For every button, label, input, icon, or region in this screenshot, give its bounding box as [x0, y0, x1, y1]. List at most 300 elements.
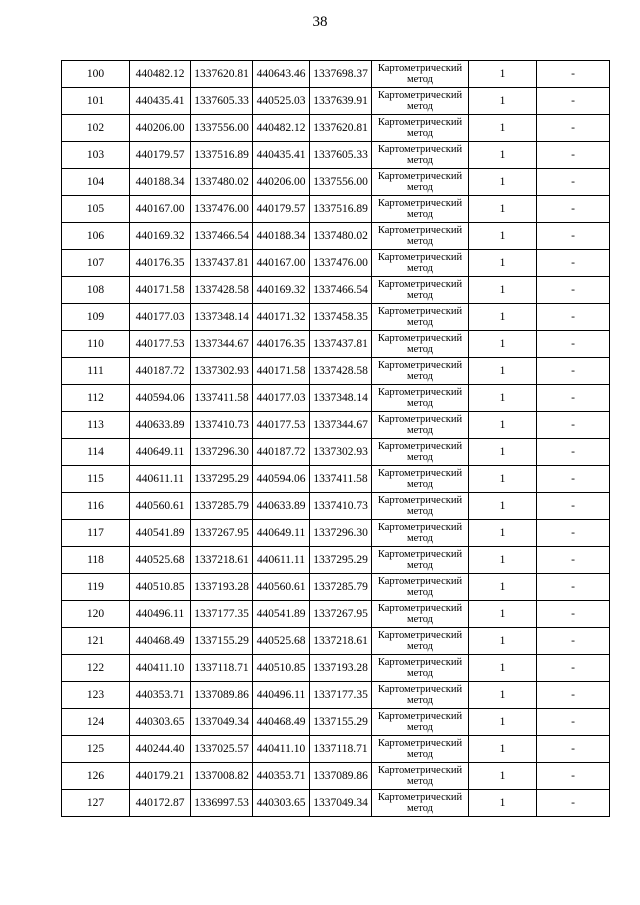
method-line-1: Картометрический: [377, 90, 463, 101]
description-cell: -: [537, 223, 610, 250]
x-start-cell: 440167.00: [130, 196, 191, 223]
description-cell: -: [537, 412, 610, 439]
y-start-cell: 1337516.89: [191, 142, 253, 169]
x-start-cell: 440560.61: [130, 493, 191, 520]
x-start-cell: 440541.89: [130, 520, 191, 547]
method-line-1: Картометрический: [377, 657, 463, 668]
accuracy-cell: 1: [469, 412, 537, 439]
x-start-cell: 440353.71: [130, 682, 191, 709]
accuracy-cell: 1: [469, 331, 537, 358]
table-row: [62, 142, 610, 169]
y-start-cell: 1337344.67: [191, 331, 253, 358]
x-end-cell: 440468.49: [253, 709, 310, 736]
x-end-cell: 440560.61: [253, 574, 310, 601]
method-line-1: Картометрический: [377, 441, 463, 452]
y-start-cell: 1337411.58: [191, 385, 253, 412]
method-line-1: Картометрический: [377, 603, 463, 614]
description-cell: -: [537, 547, 610, 574]
method-line-1: Картометрический: [377, 522, 463, 533]
description-cell: -: [537, 709, 610, 736]
y-start-cell: 1337428.58: [191, 277, 253, 304]
x-end-cell: 440353.71: [253, 763, 310, 790]
accuracy-cell: 1: [469, 763, 537, 790]
point-number-cell: 109: [62, 304, 130, 331]
x-end-cell: 440611.11: [253, 547, 310, 574]
method-line-1: Картометрический: [377, 387, 463, 398]
method-cell: [372, 142, 469, 169]
method-line-1: Картометрический: [377, 333, 463, 344]
coordinates-table-body: [62, 61, 610, 817]
table-row: [62, 574, 610, 601]
table-row: [62, 169, 610, 196]
accuracy-cell: 1: [469, 601, 537, 628]
y-end-cell: 1337049.34: [310, 790, 372, 817]
method-line-2: метод: [406, 641, 434, 652]
table-row: [62, 520, 610, 547]
y-start-cell: 1337620.81: [191, 61, 253, 88]
method-line-1: Картометрический: [377, 414, 463, 425]
point-number-cell: 102: [62, 115, 130, 142]
table-row: [62, 439, 610, 466]
method-line-2: метод: [406, 263, 434, 274]
point-number-cell: 120: [62, 601, 130, 628]
table-row: [62, 790, 610, 817]
description-cell: -: [537, 655, 610, 682]
method-cell: [372, 223, 469, 250]
y-end-cell: 1337410.73: [310, 493, 372, 520]
description-cell: -: [537, 331, 610, 358]
method-cell: [372, 682, 469, 709]
x-start-cell: 440179.21: [130, 763, 191, 790]
method-line-1: Картометрический: [377, 171, 463, 182]
method-line-2: метод: [406, 317, 434, 328]
table-row: [62, 358, 610, 385]
x-end-cell: 440649.11: [253, 520, 310, 547]
method-line-1: Картометрический: [377, 549, 463, 560]
x-end-cell: 440169.32: [253, 277, 310, 304]
x-end-cell: 440411.10: [253, 736, 310, 763]
point-number-cell: 110: [62, 331, 130, 358]
description-cell: -: [537, 196, 610, 223]
x-start-cell: 440468.49: [130, 628, 191, 655]
method-line-2: метод: [406, 74, 434, 85]
y-end-cell: 1337437.81: [310, 331, 372, 358]
y-end-cell: 1337344.67: [310, 412, 372, 439]
y-end-cell: 1337466.54: [310, 277, 372, 304]
method-cell: [372, 304, 469, 331]
description-cell: -: [537, 250, 610, 277]
method-line-1: Картометрический: [377, 117, 463, 128]
description-cell: -: [537, 142, 610, 169]
method-cell: [372, 736, 469, 763]
y-start-cell: 1337089.86: [191, 682, 253, 709]
method-cell: [372, 655, 469, 682]
point-number-cell: 115: [62, 466, 130, 493]
method-cell: [372, 628, 469, 655]
y-start-cell: 1337295.29: [191, 466, 253, 493]
method-line-1: Картометрический: [377, 792, 463, 803]
x-end-cell: 440176.35: [253, 331, 310, 358]
y-end-cell: 1337267.95: [310, 601, 372, 628]
method-cell: [372, 601, 469, 628]
x-end-cell: 440643.46: [253, 61, 310, 88]
table-row: [62, 601, 610, 628]
description-cell: -: [537, 574, 610, 601]
x-end-cell: 440187.72: [253, 439, 310, 466]
method-line-2: метод: [406, 371, 434, 382]
accuracy-cell: 1: [469, 520, 537, 547]
description-cell: -: [537, 358, 610, 385]
table-row: [62, 61, 610, 88]
point-number-cell: 105: [62, 196, 130, 223]
x-start-cell: 440169.32: [130, 223, 191, 250]
method-line-2: метод: [406, 803, 434, 814]
y-start-cell: 1337480.02: [191, 169, 253, 196]
y-start-cell: 1337008.82: [191, 763, 253, 790]
x-end-cell: 440171.58: [253, 358, 310, 385]
table-row: [62, 547, 610, 574]
table-row: [62, 709, 610, 736]
method-line-1: Картометрический: [377, 252, 463, 263]
y-end-cell: 1337428.58: [310, 358, 372, 385]
accuracy-cell: 1: [469, 277, 537, 304]
method-cell: [372, 790, 469, 817]
y-end-cell: 1337605.33: [310, 142, 372, 169]
x-end-cell: 440177.53: [253, 412, 310, 439]
y-end-cell: 1337480.02: [310, 223, 372, 250]
point-number-cell: 122: [62, 655, 130, 682]
y-end-cell: 1337193.28: [310, 655, 372, 682]
x-start-cell: 440496.11: [130, 601, 191, 628]
method-cell: [372, 88, 469, 115]
accuracy-cell: 1: [469, 466, 537, 493]
y-end-cell: 1337218.61: [310, 628, 372, 655]
x-start-cell: 440187.72: [130, 358, 191, 385]
x-end-cell: 440510.85: [253, 655, 310, 682]
method-line-1: Картометрический: [377, 63, 463, 74]
method-cell: [372, 493, 469, 520]
accuracy-cell: 1: [469, 790, 537, 817]
x-start-cell: 440171.58: [130, 277, 191, 304]
description-cell: -: [537, 736, 610, 763]
accuracy-cell: 1: [469, 304, 537, 331]
table-row: [62, 331, 610, 358]
point-number-cell: 108: [62, 277, 130, 304]
table-row: [62, 304, 610, 331]
method-cell: [372, 277, 469, 304]
description-cell: -: [537, 466, 610, 493]
accuracy-cell: 1: [469, 250, 537, 277]
point-number-cell: 106: [62, 223, 130, 250]
y-start-cell: 1337437.81: [191, 250, 253, 277]
y-end-cell: 1337302.93: [310, 439, 372, 466]
x-end-cell: 440177.03: [253, 385, 310, 412]
description-cell: -: [537, 763, 610, 790]
method-line-2: метод: [406, 533, 434, 544]
y-start-cell: 1337296.30: [191, 439, 253, 466]
point-number-cell: 104: [62, 169, 130, 196]
x-end-cell: 440435.41: [253, 142, 310, 169]
accuracy-cell: 1: [469, 736, 537, 763]
y-start-cell: 1337348.14: [191, 304, 253, 331]
description-cell: -: [537, 790, 610, 817]
x-end-cell: 440171.32: [253, 304, 310, 331]
method-line-2: метод: [406, 209, 434, 220]
y-start-cell: 1337605.33: [191, 88, 253, 115]
accuracy-cell: 1: [469, 628, 537, 655]
description-cell: -: [537, 439, 610, 466]
method-cell: [372, 439, 469, 466]
point-number-cell: 114: [62, 439, 130, 466]
y-start-cell: 1337193.28: [191, 574, 253, 601]
method-line-1: Картометрический: [377, 306, 463, 317]
point-number-cell: 112: [62, 385, 130, 412]
y-end-cell: 1337698.37: [310, 61, 372, 88]
x-start-cell: 440176.35: [130, 250, 191, 277]
description-cell: -: [537, 493, 610, 520]
point-number-cell: 118: [62, 547, 130, 574]
y-end-cell: 1337556.00: [310, 169, 372, 196]
x-start-cell: 440482.12: [130, 61, 191, 88]
y-start-cell: 1337476.00: [191, 196, 253, 223]
x-start-cell: 440611.11: [130, 466, 191, 493]
x-end-cell: 440525.68: [253, 628, 310, 655]
x-end-cell: 440188.34: [253, 223, 310, 250]
description-cell: -: [537, 169, 610, 196]
table-row: [62, 277, 610, 304]
y-end-cell: 1337177.35: [310, 682, 372, 709]
method-line-1: Картометрический: [377, 198, 463, 209]
point-number-cell: 126: [62, 763, 130, 790]
accuracy-cell: 1: [469, 682, 537, 709]
point-number-cell: 107: [62, 250, 130, 277]
method-line-1: Картометрический: [377, 576, 463, 587]
y-end-cell: 1337639.91: [310, 88, 372, 115]
description-cell: -: [537, 88, 610, 115]
accuracy-cell: 1: [469, 439, 537, 466]
x-end-cell: 440179.57: [253, 196, 310, 223]
x-start-cell: 440177.53: [130, 331, 191, 358]
method-cell: [372, 115, 469, 142]
method-cell: [372, 169, 469, 196]
method-cell: [372, 250, 469, 277]
x-start-cell: 440649.11: [130, 439, 191, 466]
y-end-cell: 1337348.14: [310, 385, 372, 412]
table-row: [62, 250, 610, 277]
method-cell: [372, 709, 469, 736]
x-end-cell: 440303.65: [253, 790, 310, 817]
x-end-cell: 440525.03: [253, 88, 310, 115]
x-end-cell: 440594.06: [253, 466, 310, 493]
method-cell: [372, 358, 469, 385]
x-start-cell: 440172.87: [130, 790, 191, 817]
y-start-cell: 1337285.79: [191, 493, 253, 520]
y-end-cell: 1337155.29: [310, 709, 372, 736]
method-line-1: Картометрический: [377, 144, 463, 155]
x-start-cell: 440594.06: [130, 385, 191, 412]
x-start-cell: 440633.89: [130, 412, 191, 439]
description-cell: -: [537, 601, 610, 628]
y-start-cell: 1337302.93: [191, 358, 253, 385]
method-line-2: метод: [406, 695, 434, 706]
x-start-cell: 440206.00: [130, 115, 191, 142]
y-end-cell: 1337458.35: [310, 304, 372, 331]
x-start-cell: 440188.34: [130, 169, 191, 196]
method-line-2: метод: [406, 749, 434, 760]
table-row: [62, 628, 610, 655]
point-number-cell: 111: [62, 358, 130, 385]
method-line-2: метод: [406, 614, 434, 625]
table-row: [62, 655, 610, 682]
accuracy-cell: 1: [469, 655, 537, 682]
method-line-2: метод: [406, 587, 434, 598]
method-line-2: метод: [406, 290, 434, 301]
description-cell: -: [537, 61, 610, 88]
description-cell: -: [537, 385, 610, 412]
description-cell: -: [537, 682, 610, 709]
x-start-cell: 440525.68: [130, 547, 191, 574]
x-start-cell: 440411.10: [130, 655, 191, 682]
point-number-cell: 119: [62, 574, 130, 601]
table-row: [62, 88, 610, 115]
y-end-cell: 1337118.71: [310, 736, 372, 763]
y-end-cell: 1337411.58: [310, 466, 372, 493]
method-cell: [372, 385, 469, 412]
x-start-cell: 440510.85: [130, 574, 191, 601]
method-cell: [372, 61, 469, 88]
method-line-2: метод: [406, 155, 434, 166]
description-cell: -: [537, 277, 610, 304]
point-number-cell: 100: [62, 61, 130, 88]
method-line-2: метод: [406, 398, 434, 409]
page-number: 38: [312, 14, 328, 30]
method-cell: [372, 520, 469, 547]
x-end-cell: 440206.00: [253, 169, 310, 196]
point-number-cell: 125: [62, 736, 130, 763]
table-row: [62, 196, 610, 223]
table-row: [62, 736, 610, 763]
method-cell: [372, 196, 469, 223]
accuracy-cell: 1: [469, 709, 537, 736]
coordinates-table: [61, 60, 610, 817]
table-row: [62, 763, 610, 790]
y-start-cell: 1337177.35: [191, 601, 253, 628]
x-end-cell: 440482.12: [253, 115, 310, 142]
method-cell: [372, 574, 469, 601]
method-line-2: метод: [406, 344, 434, 355]
y-start-cell: 1336997.53: [191, 790, 253, 817]
y-end-cell: 1337295.29: [310, 547, 372, 574]
method-line-1: Картометрический: [377, 468, 463, 479]
method-line-2: метод: [406, 425, 434, 436]
description-cell: -: [537, 115, 610, 142]
y-end-cell: 1337089.86: [310, 763, 372, 790]
accuracy-cell: 1: [469, 574, 537, 601]
table-row: [62, 412, 610, 439]
y-start-cell: 1337155.29: [191, 628, 253, 655]
table-row: [62, 682, 610, 709]
method-line-1: Картометрический: [377, 630, 463, 641]
x-start-cell: 440179.57: [130, 142, 191, 169]
method-cell: [372, 466, 469, 493]
accuracy-cell: 1: [469, 385, 537, 412]
method-cell: [372, 547, 469, 574]
table-row: [62, 385, 610, 412]
method-line-1: Картометрический: [377, 279, 463, 290]
description-cell: -: [537, 304, 610, 331]
method-line-2: метод: [406, 128, 434, 139]
method-line-1: Картометрический: [377, 684, 463, 695]
accuracy-cell: 1: [469, 547, 537, 574]
method-line-1: Картометрический: [377, 360, 463, 371]
y-start-cell: 1337218.61: [191, 547, 253, 574]
y-start-cell: 1337466.54: [191, 223, 253, 250]
y-end-cell: 1337285.79: [310, 574, 372, 601]
point-number-cell: 101: [62, 88, 130, 115]
x-start-cell: 440177.03: [130, 304, 191, 331]
y-start-cell: 1337025.57: [191, 736, 253, 763]
point-number-cell: 124: [62, 709, 130, 736]
description-cell: -: [537, 520, 610, 547]
point-number-cell: 117: [62, 520, 130, 547]
method-line-2: метод: [406, 236, 434, 247]
accuracy-cell: 1: [469, 358, 537, 385]
table-row: [62, 466, 610, 493]
method-line-2: метод: [406, 722, 434, 733]
method-line-2: метод: [406, 506, 434, 517]
method-line-2: метод: [406, 479, 434, 490]
x-start-cell: 440435.41: [130, 88, 191, 115]
method-line-2: метод: [406, 776, 434, 787]
method-line-2: метод: [406, 668, 434, 679]
x-end-cell: 440167.00: [253, 250, 310, 277]
method-line-2: метод: [406, 182, 434, 193]
y-start-cell: 1337410.73: [191, 412, 253, 439]
y-start-cell: 1337118.71: [191, 655, 253, 682]
method-line-1: Картометрический: [377, 711, 463, 722]
accuracy-cell: 1: [469, 115, 537, 142]
table-row: [62, 493, 610, 520]
x-start-cell: 440303.65: [130, 709, 191, 736]
method-cell: [372, 412, 469, 439]
accuracy-cell: 1: [469, 142, 537, 169]
y-start-cell: 1337049.34: [191, 709, 253, 736]
method-line-2: метод: [406, 560, 434, 571]
method-line-2: метод: [406, 101, 434, 112]
x-start-cell: 440244.40: [130, 736, 191, 763]
accuracy-cell: 1: [469, 88, 537, 115]
method-line-1: Картометрический: [377, 225, 463, 236]
x-end-cell: 440496.11: [253, 682, 310, 709]
point-number-cell: 113: [62, 412, 130, 439]
table-row: [62, 115, 610, 142]
y-end-cell: 1337620.81: [310, 115, 372, 142]
method-line-1: Картометрический: [377, 738, 463, 749]
y-start-cell: 1337556.00: [191, 115, 253, 142]
method-cell: [372, 763, 469, 790]
accuracy-cell: 1: [469, 61, 537, 88]
point-number-cell: 127: [62, 790, 130, 817]
method-line-2: метод: [406, 452, 434, 463]
description-cell: -: [537, 628, 610, 655]
point-number-cell: 123: [62, 682, 130, 709]
accuracy-cell: 1: [469, 493, 537, 520]
method-line-1: Картометрический: [377, 765, 463, 776]
y-end-cell: 1337476.00: [310, 250, 372, 277]
point-number-cell: 121: [62, 628, 130, 655]
x-end-cell: 440633.89: [253, 493, 310, 520]
accuracy-cell: 1: [469, 169, 537, 196]
